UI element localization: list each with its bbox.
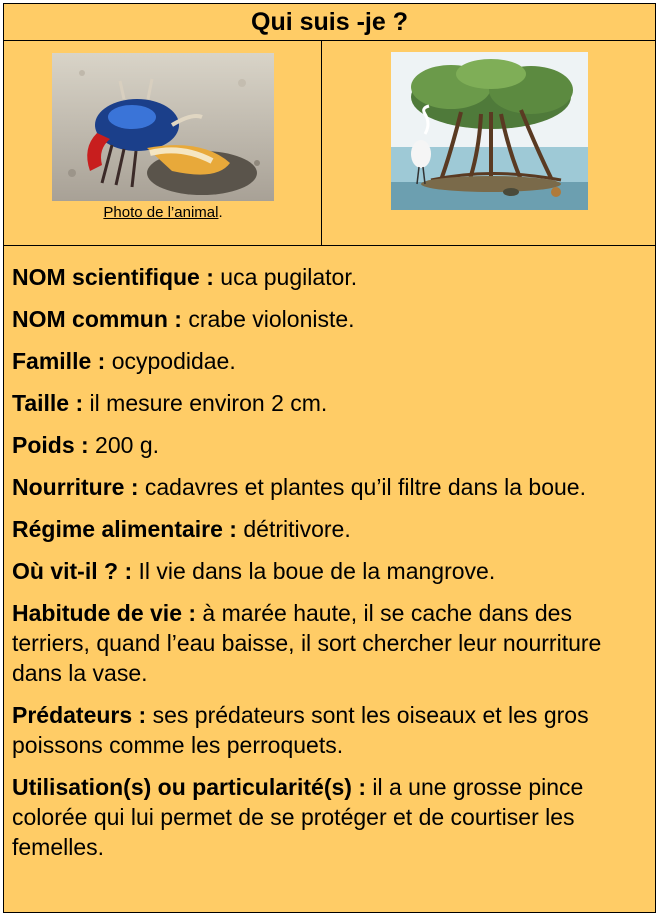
fact-weight: [12, 430, 647, 460]
fact-scientific-name: [12, 262, 647, 292]
info-section: [4, 246, 655, 862]
fact-food: [12, 472, 647, 502]
animal-card: [3, 3, 656, 913]
fact-value: Il vie dans la boue de la mangrove.: [132, 558, 496, 584]
fact-value: détritivore.: [236, 516, 351, 542]
fact-label: Taille :: [12, 390, 84, 416]
fact-label: Habitude de vie :: [12, 600, 197, 626]
fact-label: Poids :: [12, 432, 89, 458]
fact-label: Où vit-il ? :: [12, 558, 133, 584]
fact-diet: [12, 514, 647, 544]
fact-label: Famille :: [12, 348, 106, 374]
fact-common-name: [12, 304, 647, 334]
fact-value: uca pugilator.: [213, 264, 358, 290]
caption-suffix: .: [218, 204, 223, 221]
fact-value: ses prédateurs sont les oiseaux et les gros poissons comme les perroquets.: [12, 702, 589, 758]
fact-predators: [12, 700, 647, 760]
fact-value: cadavres et plantes qu’il filtre dans la boue.: [138, 474, 586, 500]
card-title: Qui suis -je ?: [4, 4, 655, 41]
photo-caption: [4, 204, 322, 221]
fiddler-crab-photo-icon: [52, 53, 274, 201]
fact-size: [12, 388, 647, 418]
mangrove-illustration-icon: [391, 52, 588, 210]
fact-lifestyle: [12, 598, 647, 688]
fact-value: crabe violoniste.: [181, 306, 355, 332]
fact-label: Utilisation(s) ou particularité(s) :: [12, 774, 366, 800]
fact-value: il a une grosse pince colorée qui lui permet de se protéger et de courtiser les femelles.: [12, 774, 584, 860]
fact-label: NOM commun :: [12, 306, 182, 332]
fact-value: 200 g.: [88, 432, 160, 458]
fact-label: Prédateurs :: [12, 702, 147, 728]
fact-habitat: [12, 556, 647, 586]
fact-family: [12, 346, 647, 376]
photo-cell-habitat: [322, 41, 655, 245]
fact-value: à marée haute, il se cache dans des terriers, quand l’eau baisse, il sort chercher leur nourriture dans la vase.: [12, 600, 602, 686]
photo-cell-animal: [4, 41, 322, 245]
photo-link[interactable]: Photo de l’animal: [103, 204, 219, 221]
fact-label: Régime alimentaire :: [12, 516, 237, 542]
photos-row: [4, 41, 655, 246]
fact-label: NOM scientifique :: [12, 264, 214, 290]
fact-label: Nourriture :: [12, 474, 139, 500]
fact-value: il mesure environ 2 cm.: [83, 390, 328, 416]
fact-particularities: [12, 772, 647, 862]
fact-value: ocypodidae.: [105, 348, 236, 374]
